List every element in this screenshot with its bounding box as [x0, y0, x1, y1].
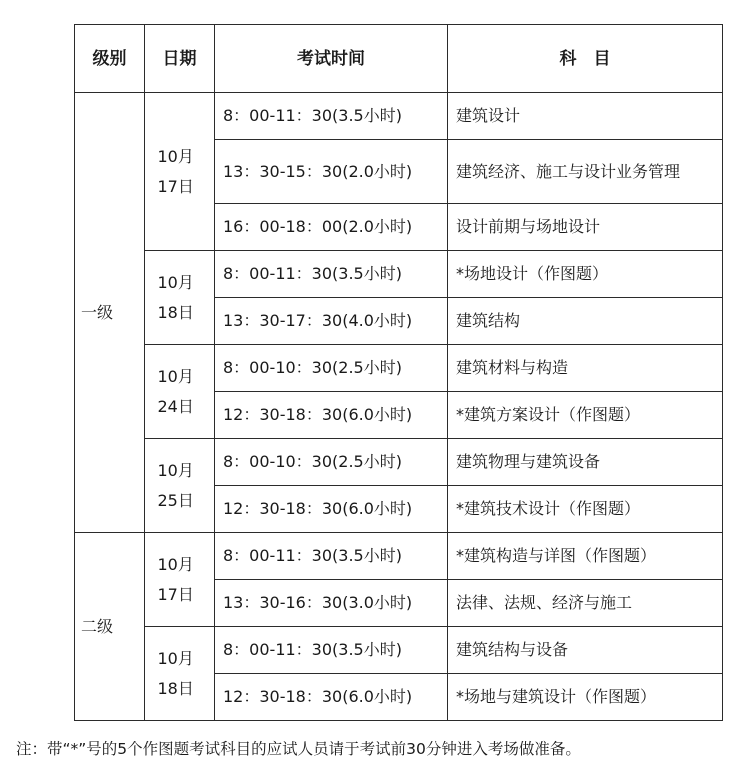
- subject-cell: 建筑材料与构造: [448, 345, 723, 392]
- level-cell: 二级: [75, 533, 145, 721]
- subject-cell: *建筑技术设计（作图题）: [448, 486, 723, 533]
- date-cell: [145, 439, 215, 533]
- date-day: 18日: [157, 678, 194, 698]
- date-month: 10月: [157, 272, 194, 292]
- time-cell: 8：00-10：30(2.5小时): [215, 439, 448, 486]
- header-row: [75, 25, 723, 93]
- date-day: 24日: [157, 396, 194, 416]
- header-time: 考试时间: [215, 25, 448, 93]
- date-month: 10月: [157, 554, 194, 574]
- table-row: [75, 93, 723, 140]
- date-day: 25日: [157, 490, 194, 510]
- date-cell: [145, 345, 215, 439]
- time-cell: 13：30-15：30(2.0小时): [215, 140, 448, 204]
- subject-cell: *建筑构造与详图（作图题）: [448, 533, 723, 580]
- time-cell: 13：30-16：30(3.0小时): [215, 580, 448, 627]
- date-day: 18日: [157, 302, 194, 322]
- time-cell: 8：00-10：30(2.5小时): [215, 345, 448, 392]
- date-cell: [145, 533, 215, 627]
- date-day: 17日: [157, 584, 194, 604]
- time-cell: 8：00-11：30(3.5小时): [215, 251, 448, 298]
- exam-schedule-table: [74, 24, 723, 721]
- date-day: 17日: [157, 176, 194, 196]
- date-month: 10月: [157, 146, 194, 166]
- date-month: 10月: [157, 460, 194, 480]
- time-cell: 8：00-11：30(3.5小时): [215, 533, 448, 580]
- header-subject: 科 目: [448, 25, 723, 93]
- table-row: [75, 345, 723, 392]
- table-row: [75, 627, 723, 674]
- subject-cell: 建筑经济、施工与设计业务管理: [448, 140, 723, 204]
- level-cell: 一级: [75, 93, 145, 533]
- subject-cell: 建筑结构与设备: [448, 627, 723, 674]
- footnote: 注：带“*”号的5个作图题考试科目的应试人员请于考试前30分钟进入考场做准备。: [16, 740, 581, 758]
- time-cell: 8：00-11：30(3.5小时): [215, 627, 448, 674]
- time-cell: 12：30-18：30(6.0小时): [215, 674, 448, 721]
- date-month: 10月: [157, 648, 194, 668]
- date-month: 10月: [157, 366, 194, 386]
- subject-cell: 设计前期与场地设计: [448, 204, 723, 251]
- subject-cell: *场地与建筑设计（作图题）: [448, 674, 723, 721]
- table-row: [75, 533, 723, 580]
- time-cell: 8：00-11：30(3.5小时): [215, 93, 448, 140]
- subject-cell: 法律、法规、经济与施工: [448, 580, 723, 627]
- time-cell: 16：00-18：00(2.0小时): [215, 204, 448, 251]
- date-cell: [145, 627, 215, 721]
- date-cell: [145, 251, 215, 345]
- table-row: [75, 251, 723, 298]
- header-date: 日期: [145, 25, 215, 93]
- time-cell: 13：30-17：30(4.0小时): [215, 298, 448, 345]
- date-cell: [145, 93, 215, 251]
- subject-cell: *场地设计（作图题）: [448, 251, 723, 298]
- subject-cell: 建筑设计: [448, 93, 723, 140]
- header-level: 级别: [75, 25, 145, 93]
- time-cell: 12：30-18：30(6.0小时): [215, 392, 448, 439]
- subject-cell: 建筑物理与建筑设备: [448, 439, 723, 486]
- subject-cell: *建筑方案设计（作图题）: [448, 392, 723, 439]
- table-row: [75, 439, 723, 486]
- time-cell: 12：30-18：30(6.0小时): [215, 486, 448, 533]
- subject-cell: 建筑结构: [448, 298, 723, 345]
